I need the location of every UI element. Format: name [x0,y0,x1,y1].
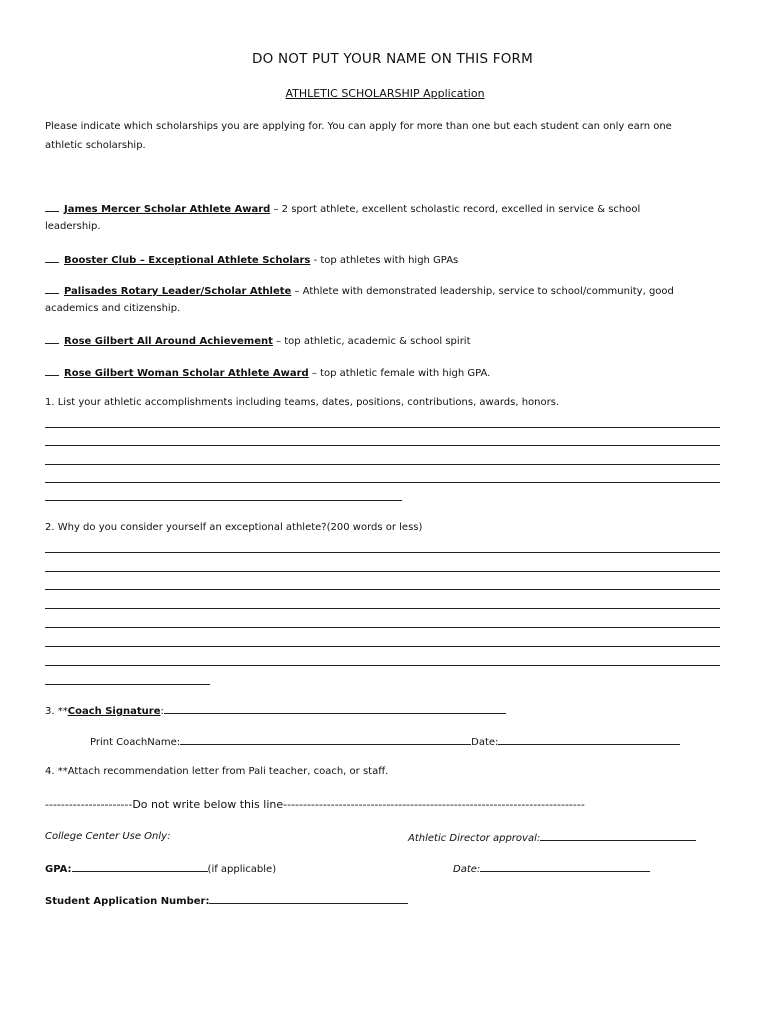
checkbox-blank[interactable] [45,253,59,263]
answer-line[interactable] [45,684,210,685]
ad-approval-label: Athletic Director approval: [408,833,541,844]
application-number-field[interactable] [209,894,408,904]
print-coach-name-field[interactable] [180,735,471,745]
answer-line[interactable] [45,445,720,446]
scholarship-option-palisades-rotary[interactable] [45,284,674,297]
form-subtitle: ATHLETIC SCHOLARSHIP Application [285,87,485,100]
scholarship-desc: - top athletes with high GPAs [310,255,459,266]
scholarship-option-booster-club[interactable] [45,253,458,266]
answer-line[interactable] [45,608,720,609]
checkbox-blank[interactable] [45,202,59,212]
checkbox-blank[interactable] [45,366,59,376]
scholarship-desc: – top athletic female with high GPA. [308,368,491,379]
scholarship-option-james-mercer[interactable] [45,202,640,215]
answer-line[interactable] [45,482,720,483]
scholarship-name: Palisades Rotary Leader/Scholar Athlete [64,286,292,297]
answer-line[interactable] [45,500,402,501]
gpa-field[interactable] [72,862,208,872]
label-colon: : [160,706,164,717]
question-4 [45,766,388,777]
ad-approval-field[interactable] [540,831,696,841]
application-number-label: Student Application Number: [45,896,210,907]
intro-text-line2: athletic scholarship. [45,140,146,151]
question-number: 2 [45,522,52,533]
checkbox-blank[interactable] [45,334,59,344]
office-use-divider: ----------------------Do not write below this line---------------------------------------------------------------------------- [45,798,585,811]
question-number: 3. ** [45,706,68,717]
answer-line[interactable] [45,627,720,628]
question-2 [45,522,422,533]
answer-line[interactable] [45,665,720,666]
scholarship-name: Rose Gilbert All Around Achievement [64,336,273,347]
answer-line[interactable] [45,589,720,590]
scholarship-option-rose-gilbert-woman[interactable] [45,366,490,379]
coach-date-label: Date: [471,737,499,748]
athletic-director-approval-row [408,831,696,844]
coach-signature-label: Coach Signature [67,706,161,717]
office-date-row [453,862,650,875]
question-number: 1 [45,397,52,408]
intro-text-line1: Please indicate which scholarships you are applying for. You can apply for more than one but each student can only earn one [45,121,672,132]
question-number: 4 [45,766,52,777]
scholarship-name: James Mercer Scholar Athlete Award [64,204,271,215]
page-title: DO NOT PUT YOUR NAME ON THIS FORM [252,51,533,67]
office-date-field[interactable] [480,862,650,872]
answer-line[interactable] [45,571,720,572]
scholarship-name: Rose Gilbert Woman Scholar Athlete Award [64,368,309,379]
question-text: . **Attach recommendation letter from Pali teacher, coach, or staff. [51,766,389,777]
scholarship-desc: – top athletic, academic & school spirit [272,336,471,347]
scholarship-desc-continued: academics and citizenship. [45,303,181,314]
answer-line[interactable] [45,427,720,428]
coach-signature-row [45,704,506,717]
application-number-row [45,894,408,907]
scholarship-desc: – Athlete with demonstrated leadership, service to school/community, good [291,286,674,297]
gpa-row [45,862,276,875]
question-text: . Why do you consider yourself an exceptional athlete?(200 words or less) [51,522,423,533]
office-date-label: Date: [453,864,481,875]
scholarship-name: Booster Club – Exceptional Athlete Scholars [64,255,311,266]
gpa-note: (if applicable) [207,864,277,875]
coach-signature-field[interactable] [164,704,506,714]
print-coach-row [90,735,680,748]
scholarship-desc: – 2 sport athlete, excellent scholastic record, excelled in service & school [270,204,641,215]
answer-line[interactable] [45,464,720,465]
print-coach-name-label: Print CoachName: [90,737,181,748]
question-text: . List your athletic accomplishments including teams, dates, positions, contributions, awards, honors. [51,397,560,408]
answer-line[interactable] [45,552,720,553]
answer-line[interactable] [45,646,720,647]
scholarship-desc-continued: leadership. [45,221,101,232]
coach-date-field[interactable] [498,735,680,745]
college-center-label: College Center Use Only: [45,831,171,842]
checkbox-blank[interactable] [45,284,59,294]
gpa-label: GPA: [45,864,72,875]
scholarship-option-rose-gilbert-all-around[interactable] [45,334,471,347]
question-1 [45,397,559,408]
